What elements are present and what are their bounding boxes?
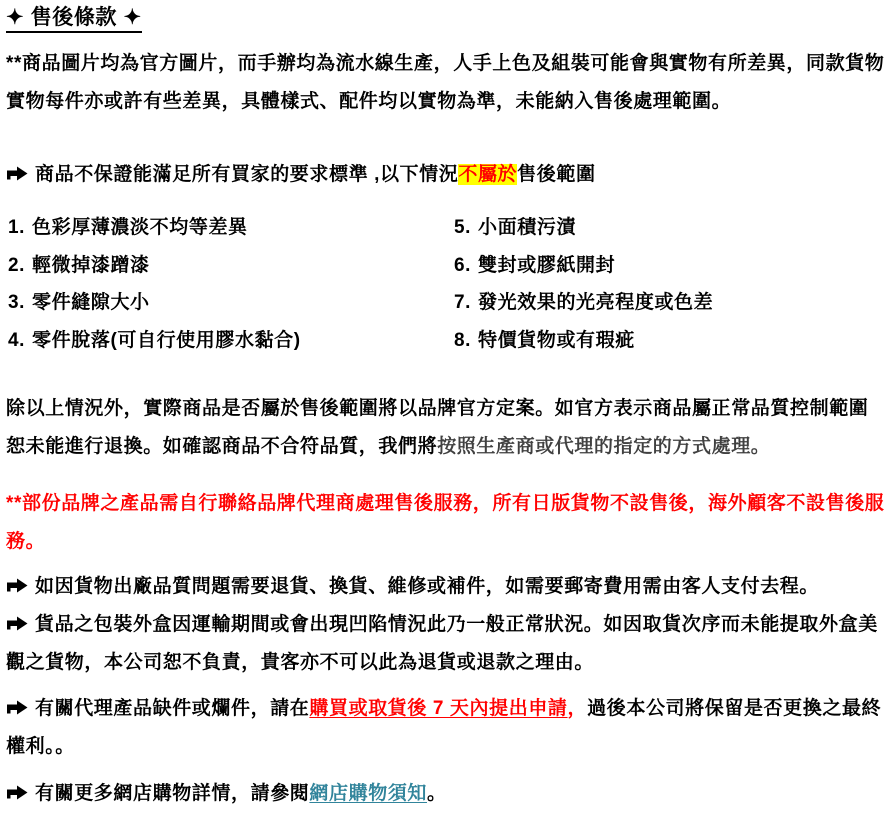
not-covered-highlight: 不屬於 — [458, 164, 518, 185]
page-title-text: ✦ 售後條款 ✦ — [6, 6, 142, 33]
box-damage-text: 貨品之包裝外盒因運輸期間或會出現凹陷情況此乃一般正常狀況。如因取貨次序而未能提取外盒美觀之貨物，本公司恕不負責，貴客亦不可以此為退貨或退款之理由。 — [6, 614, 878, 673]
right-arrow-icon — [6, 578, 28, 593]
missing-parts-note — [6, 690, 886, 766]
list-item-text: 零件脫落(可自行使用膠水黏合) — [32, 329, 301, 351]
shopping-guide-link[interactable]: 網店購物須知 — [309, 783, 428, 804]
intro-paragraph: **商品圖片均為官方圖片，而手辦均為流水線生產，人手上色及組裝可能會與實物有所差異，同款貨物實物每件亦或許有些差異，具體樣式、配件均以實物為準，未能納入售後處理範圍。 — [6, 53, 885, 112]
missing-parts-suffix: 過後本公司將保留是否更換之最終權利。。 — [6, 698, 882, 757]
list-item — [454, 322, 884, 360]
not-covered-heading — [6, 156, 886, 194]
list-item — [8, 247, 454, 285]
more-info-note — [6, 775, 886, 813]
list-item-number: 3. — [8, 292, 26, 313]
more-info-suffix: 。 — [427, 783, 447, 804]
list-item — [8, 322, 454, 360]
list-item — [454, 284, 884, 322]
list-item-number: 7. — [454, 292, 472, 313]
list-item-text: 小面積污漬 — [478, 217, 577, 238]
right-arrow-icon — [6, 166, 28, 181]
list-item-number: 1. — [8, 217, 26, 238]
decision-main-text: 除以上情況外，實際商品是否屬於售後範圍將以品牌官方定案。如官方表示商品屬正常品質控制範圍恕未能進行退換。如確認商品不合符品質，我們將 — [6, 398, 869, 457]
not-covered-suffix: 售後範圍 — [517, 164, 596, 185]
red-comma: ， — [567, 698, 588, 719]
list-item-number: 5. — [454, 217, 472, 238]
list-item-text: 色彩厚薄濃淡不均等差異 — [32, 217, 248, 238]
defect-shipping-note — [6, 568, 886, 606]
list-item-text: 發光效果的光亮程度或色差 — [478, 292, 714, 313]
right-arrow-icon — [6, 700, 28, 715]
box-damage-note — [6, 606, 886, 682]
list-item-text: 零件縫隙大小 — [32, 292, 150, 313]
list-item-text: 雙封或膠紙開封 — [478, 254, 616, 276]
exclusion-list — [8, 209, 884, 359]
list-item-number: 6. — [454, 254, 472, 276]
right-arrow-icon — [6, 616, 28, 631]
brand-service-warning: **部份品牌之產品需自行聯絡品牌代理商處理售後服務，所有日版貨物不設售後，海外顧客不設售後服務。 — [6, 493, 885, 552]
not-covered-prefix: 商品不保證能滿足所有買家的要求標準 ,以下情況 — [35, 164, 459, 185]
list-item — [8, 209, 454, 247]
list-item — [8, 284, 454, 322]
list-item-text: 特價貨物或有瑕疵 — [478, 329, 635, 351]
claim-deadline-emphasis: 購買或取貨後 7 天內提出申請 — [309, 698, 568, 719]
official-decision-paragraph — [6, 390, 886, 466]
decision-secondary-text: 按照生產商或代理的指定的方式處理。 — [437, 436, 771, 457]
list-item-text: 輕微掉漆蹭漆 — [32, 254, 150, 276]
list-item-number: 2. — [8, 254, 26, 276]
list-item — [454, 247, 884, 285]
right-arrow-icon — [6, 785, 28, 800]
defect-shipping-text: 如因貨物出廠品質問題需要退貨、換貨、維修或補件，如需要郵寄費用需由客人支付去程。 — [35, 576, 820, 597]
more-info-prefix: 有關更多網店購物詳情，請參閱 — [35, 783, 310, 804]
page-title — [6, 4, 886, 32]
list-item-number: 8. — [454, 329, 472, 351]
missing-parts-prefix: 有關代理產品缺件或爛件，請在 — [35, 698, 310, 719]
list-item — [454, 209, 884, 247]
list-item-number: 4. — [8, 329, 26, 351]
